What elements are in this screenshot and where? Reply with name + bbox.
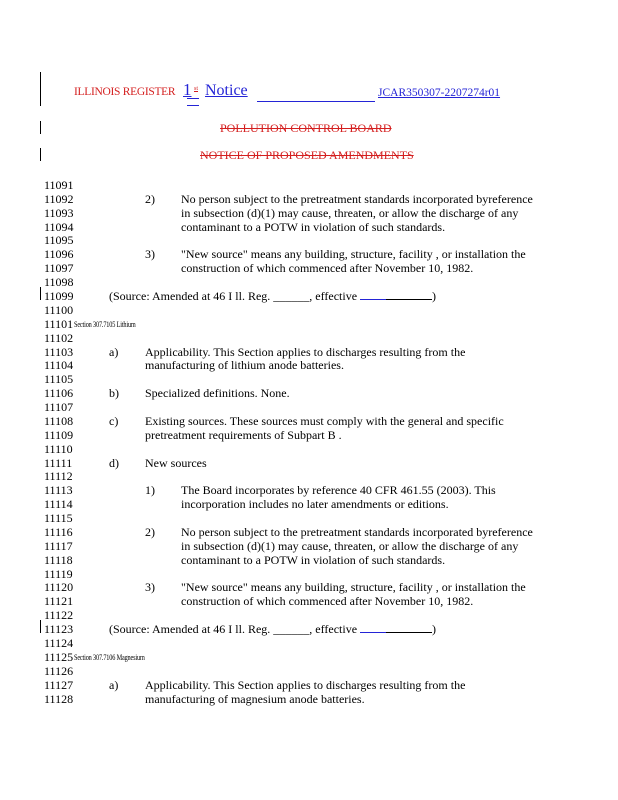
item-label: b) bbox=[109, 386, 119, 400]
section-heading: Section 307.7106 Magnesium bbox=[74, 653, 145, 662]
item-text: incorporation includes no later amendments or editions. bbox=[181, 497, 449, 511]
notice-title: NOTICE OF PROPOSED AMENDMENTS bbox=[200, 148, 414, 162]
item-text: manufacturing of magnesium anode batteries. bbox=[145, 692, 365, 706]
item-text: New sources bbox=[145, 456, 207, 470]
line-number: 11114 bbox=[44, 497, 73, 511]
register-edition-suffix: st bbox=[194, 86, 199, 92]
notice-label: Notice bbox=[205, 82, 248, 99]
effective-date-blank bbox=[360, 289, 386, 300]
item-text: The Board incorporates by reference 40 CFR 461.55 (2003). This bbox=[181, 483, 496, 497]
item-label: a) bbox=[109, 345, 119, 359]
item-label: 1) bbox=[145, 483, 155, 497]
item-text: construction of which commenced after November 10, 1982. bbox=[181, 261, 474, 275]
line-number: 11095 bbox=[44, 233, 74, 247]
source-text: (Source: Amended at 46 I ll. Reg. ______, effective bbox=[109, 622, 361, 636]
item-text: Existing sources. These sources must comply with the general and specific bbox=[145, 414, 504, 428]
item-text: construction of which commenced after November 10, 1982. bbox=[181, 594, 474, 608]
agency-name: POLLUTION CONTROL BOARD bbox=[220, 121, 392, 135]
line-number: 11108 bbox=[44, 414, 74, 428]
item-text: "New source" means any building, structure, facility , or installation the bbox=[181, 580, 526, 594]
line-number: 11101 bbox=[44, 317, 74, 331]
register-title: ILLINOIS REGISTER bbox=[74, 86, 176, 98]
line-number: 11127 bbox=[44, 678, 74, 692]
line-number: 11098 bbox=[44, 275, 74, 289]
line-number: 11112 bbox=[44, 469, 73, 483]
change-bar bbox=[40, 287, 41, 300]
effective-date-blank bbox=[386, 289, 432, 300]
line-number: 11126 bbox=[44, 664, 74, 678]
line-number: 11103 bbox=[44, 345, 74, 359]
item-text: contaminant to a POTW in violation of such standards. bbox=[181, 553, 446, 567]
source-note bbox=[109, 289, 436, 303]
item-label: d) bbox=[109, 456, 119, 470]
header-rule bbox=[257, 101, 375, 102]
line-number: 11094 bbox=[44, 220, 74, 234]
line-number: 11116 bbox=[44, 525, 73, 539]
line-number: 11125 bbox=[44, 650, 74, 664]
line-number: 11117 bbox=[44, 539, 73, 553]
line-number: 11096 bbox=[44, 247, 74, 261]
item-text: No person subject to the pretreatment standards incorporated byreference bbox=[181, 192, 533, 206]
effective-date-blank bbox=[386, 622, 432, 633]
item-text: in subsection (d)(1) may cause, threaten, or allow the discharge of any bbox=[181, 206, 519, 220]
item-text: contaminant to a POTW in violation of such standards. bbox=[181, 220, 446, 234]
line-number: 11115 bbox=[44, 511, 73, 525]
line-number: 11128 bbox=[44, 692, 74, 706]
change-bar bbox=[40, 620, 41, 633]
source-close: ) bbox=[432, 622, 437, 636]
item-text: No person subject to the pretreatment standards incorporated byreference bbox=[181, 525, 533, 539]
line-number: 11124 bbox=[44, 636, 74, 650]
line-number: 11097 bbox=[44, 261, 74, 275]
line-number: 11106 bbox=[44, 386, 74, 400]
line-number: 11110 bbox=[44, 442, 73, 456]
line-number: 11092 bbox=[44, 192, 74, 206]
item-text: Applicability. This Section applies to discharges resulting from the bbox=[145, 345, 466, 359]
item-label: c) bbox=[109, 414, 119, 428]
item-label: 3) bbox=[145, 247, 155, 261]
change-bar bbox=[40, 148, 41, 161]
line-number: 11123 bbox=[44, 622, 74, 636]
item-label: 3) bbox=[145, 580, 155, 594]
line-number: 11104 bbox=[44, 358, 74, 372]
line-number: 11118 bbox=[44, 553, 73, 567]
item-text: Applicability. This Section applies to discharges resulting from the bbox=[145, 678, 466, 692]
section-heading: Section 307.7105 Lithium bbox=[74, 320, 136, 329]
item-label: 2) bbox=[145, 525, 155, 539]
effective-date-blank bbox=[360, 622, 386, 633]
item-text: pretreatment requirements of Subpart B . bbox=[145, 428, 342, 442]
item-label: a) bbox=[109, 678, 119, 692]
line-number: 11093 bbox=[44, 206, 74, 220]
equals-mark bbox=[187, 98, 199, 106]
line-number: 11109 bbox=[44, 428, 74, 442]
line-number: 11113 bbox=[44, 483, 73, 497]
line-number: 11121 bbox=[44, 594, 74, 608]
item-text: in subsection (d)(1) may cause, threaten, or allow the discharge of any bbox=[181, 539, 519, 553]
change-bar bbox=[40, 121, 41, 134]
line-number: 11120 bbox=[44, 580, 74, 594]
line-number: 11102 bbox=[44, 331, 74, 345]
item-text: "New source" means any building, structure, facility , or installation the bbox=[181, 247, 526, 261]
register-edition: 1 bbox=[183, 80, 192, 99]
line-number: 11119 bbox=[44, 567, 73, 581]
line-number: 11107 bbox=[44, 400, 74, 414]
source-close: ) bbox=[432, 289, 437, 303]
line-number: 11111 bbox=[44, 456, 73, 470]
item-label: 2) bbox=[145, 192, 155, 206]
source-text: (Source: Amended at 46 I ll. Reg. ______, effective bbox=[109, 289, 361, 303]
item-text: manufacturing of lithium anode batteries. bbox=[145, 358, 344, 372]
jcar-id: JCAR350307-2207274r01 bbox=[378, 87, 501, 99]
line-number: 11100 bbox=[44, 303, 74, 317]
line-number: 11105 bbox=[44, 372, 74, 386]
line-number: 11099 bbox=[44, 289, 74, 303]
item-text: Specialized definitions. None. bbox=[145, 386, 290, 400]
line-number: 11122 bbox=[44, 608, 74, 622]
change-bar bbox=[40, 72, 41, 106]
source-note bbox=[109, 622, 436, 636]
line-number: 11091 bbox=[44, 178, 74, 192]
